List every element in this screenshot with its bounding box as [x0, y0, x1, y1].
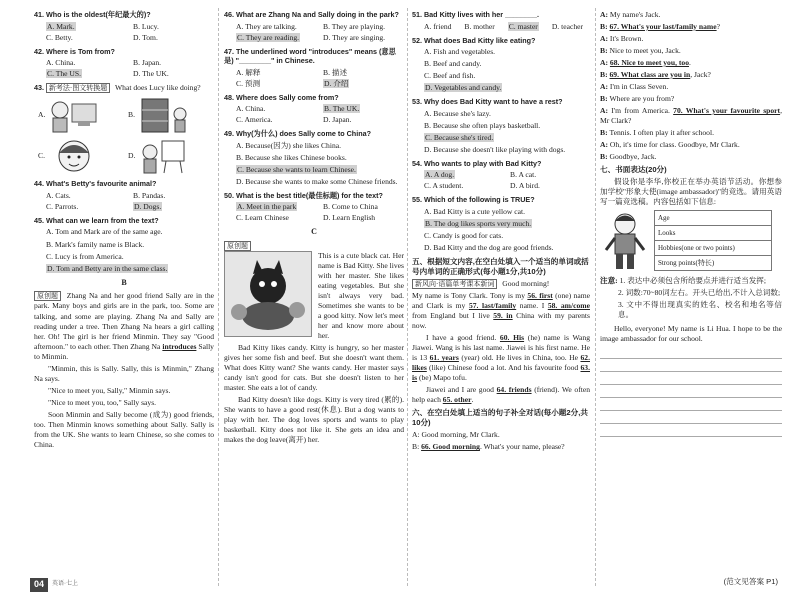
answer-option: B. Come to China: [323, 202, 378, 212]
answer-option: B. They are playing.: [323, 21, 386, 31]
column-2: [224, 10, 404, 447]
q43-label-c: C.: [38, 151, 45, 161]
q51-stem: 51. Bad Kitty lives with her ________.: [412, 10, 540, 19]
q43-picture-a: [38, 96, 124, 134]
answer-option: A. A dog.: [425, 170, 455, 180]
dialogue-line: [600, 34, 782, 44]
answer-line: [600, 346, 782, 359]
dialogue-text: My name's Jack.: [609, 10, 661, 19]
cloze-text: My name is Tony Clark. Tony is my: [412, 291, 528, 301]
answer-lines: [600, 346, 782, 437]
answer-option: B. Beef and candy.: [424, 59, 482, 69]
dialogue-line-b1: [412, 442, 590, 452]
dialogue-speaker: B:: [600, 128, 610, 138]
answer-option: D. Tom and Betty are in the same class.: [47, 263, 168, 273]
q53-options: [412, 109, 590, 155]
answer-option: D. They are singing.: [323, 32, 386, 42]
column-divider: [218, 8, 219, 586]
dialogue-speaker: A:: [600, 140, 610, 150]
passage-c-paragraph-1: [224, 241, 404, 342]
q55-options: [412, 207, 590, 253]
answer-option: C. Because she wants to learn Chinese.: [237, 164, 356, 174]
dialogue-line: [600, 106, 782, 126]
dialogue-speaker: B:: [600, 70, 610, 80]
answer-option: A. Meet in the park: [237, 202, 297, 212]
dialogue-answer: 69. What class are you in: [609, 70, 691, 80]
answer-option: D. Dogs.: [134, 201, 162, 211]
writing-prompt: 假设你是李华,你校正在举办英语节活动。你想参加学校"形象大使(image ambassador)"的竞选。请用英语写一篇竞选稿。内容包括如下信息:: [600, 177, 782, 207]
cloze-text: (he) name is Wang Jiawei. Wang is his last name. Jiawei is his first name. He is 13: [412, 333, 590, 363]
answer-option: B. Lucy.: [133, 21, 159, 31]
q55-stem: 55. Which of the following is TRUE?: [412, 195, 535, 205]
q42-stem: 42. Where is Tom from?: [34, 46, 115, 56]
answer-option: A. China.: [46, 58, 76, 68]
page-number: 04: [30, 578, 48, 592]
dialogue-text: Oh, it's time for class. Goodbye, Mr Clark.: [609, 140, 740, 150]
fill-answer: 57. last/family: [468, 301, 517, 311]
answer-option: D. A bird.: [510, 181, 540, 191]
cloze-intro: [412, 279, 590, 289]
answer-option: A. Fish and vegetables.: [424, 47, 496, 57]
fill-answer: 62. likes: [412, 353, 590, 373]
answer-option: A. They are talking.: [236, 21, 297, 31]
dialogue-line: [600, 128, 782, 138]
cloze-text: (like) Chinese food a lot. And his favourite food: [426, 363, 581, 373]
dialogue-line: [600, 94, 782, 104]
section-c-heading: C: [311, 227, 317, 237]
q43-label-b: B.: [128, 110, 135, 120]
answer-option: C. Because she's tired.: [425, 132, 494, 142]
dialogue-speaker: B:: [600, 46, 610, 56]
dialogue-text: . What's your name, please?: [479, 442, 565, 452]
column-divider: [407, 8, 408, 586]
q43-picture-b: [128, 96, 214, 134]
writing-starter: Hello, everyone! My name is Li Hua. I hope to be the image ambassador for our school.: [600, 324, 782, 344]
notes-heading: 注意:: [600, 276, 618, 286]
q41-stem: 41. Who is the oldest(年纪最大的)?: [34, 10, 151, 19]
fill-answer: 65. other: [442, 395, 472, 405]
answer-option: D. Japan.: [323, 115, 352, 125]
cloze-text: .: [471, 395, 474, 405]
column-4: [600, 10, 782, 437]
answer-option: B. Japan.: [133, 58, 162, 68]
dialogue-line: [600, 70, 782, 80]
q46-options: [224, 22, 404, 43]
dialogue-speaker: A:: [600, 106, 612, 116]
boy-student-illustration: [600, 210, 650, 272]
column-3: [412, 10, 590, 454]
answer-option: D. teacher: [551, 21, 584, 31]
answer-option: B. Mark's family name is Black.: [46, 239, 145, 249]
answer-option: B. Pandas.: [133, 190, 166, 200]
q43-label-d: D.: [128, 151, 136, 161]
q51-options: [412, 22, 590, 32]
answer-option: A. Tom and Mark are of the same age.: [46, 227, 163, 237]
q48-options: [224, 104, 404, 125]
passage-b-text-1-end: Sally to Minmin.: [34, 341, 214, 361]
answer-option: A. Because(因为) she likes China.: [236, 140, 342, 150]
q47-stem: 47. The underlined word "introduces" means (意思是) "________" in Chinese.: [224, 46, 396, 66]
dialogue-line: [600, 46, 782, 56]
passage-c-tag: 原创题: [224, 241, 251, 251]
dialogue-speaker: B:: [600, 22, 610, 32]
answer-option: D. Because she doesn't like playing with dogs.: [424, 144, 566, 154]
section-b-heading: B: [121, 277, 127, 287]
answer-option: B. The dog likes sports very much.: [425, 218, 532, 228]
fill-answer: 64. friends: [496, 385, 532, 395]
answer-option: A. China.: [236, 104, 266, 114]
note-1: 1. 表达中必须包含所给要点并进行适当发挥;: [619, 276, 767, 286]
q53-stem: 53. Why does Bad Kitty want to have a rest?: [412, 97, 563, 107]
cloze-text: Jiawei and I are good: [426, 385, 497, 395]
dialogue-text: , Jack?: [690, 70, 711, 80]
q43-picture-c: [38, 137, 124, 175]
cloze-text: (one) name and Clark is my: [412, 291, 590, 311]
dialogue-speaker: A:: [600, 82, 610, 92]
answer-line: [600, 398, 782, 411]
section-5-tag: 新风向·语篇单考课本新词: [412, 279, 497, 289]
fill-answer: 56. first: [527, 291, 553, 301]
q47-options: [224, 68, 404, 89]
dialogue-text: Where are you from?: [609, 94, 675, 104]
answer-option: B. The UK.: [324, 104, 360, 114]
passage-c-paragraph-2: Bad Kitty likes candy. Kitty is hungry, so her master gives her some fish and beef. But she doesn't want them. What does Kitty want? She wants candy. Her master says candy isn't good for cats. But she doesn't listen to her master. She eats a lot of candy.: [224, 343, 404, 393]
underlined-word-introduces: introduces: [162, 341, 197, 351]
dialogue-answer: 70. What's your favourite sport: [673, 106, 781, 116]
dialogue-text: It's Brown.: [609, 34, 644, 44]
bad-kitty-cover-illustration: [224, 251, 312, 337]
passage-b-paragraph-3: "Nice to meet you, Sally," Minmin says.: [48, 385, 171, 395]
answer-option: C. Candy is good for cats.: [424, 230, 504, 240]
q50-stem: 50. What is the best title(最佳标题) for the text?: [224, 190, 383, 200]
cloze-text: I have a good friend.: [426, 333, 500, 343]
answer-option: C. They are reading.: [237, 32, 300, 42]
column-1: [34, 10, 214, 452]
passage-b-paragraph-1: [34, 291, 214, 361]
answer-option: D. Because she wants to make some Chinese friends.: [236, 176, 398, 186]
dialogue-continued: [600, 10, 782, 162]
dialogue-text: Tennis. I often play it after school.: [609, 128, 714, 138]
answer-option: A. Mark.: [47, 21, 75, 31]
answer-line: [600, 372, 782, 385]
footer-subtitle: 英语·七上: [52, 581, 79, 588]
dialogue-speaker: A:: [600, 34, 610, 44]
q45-options: [34, 227, 214, 273]
answer-option: D. Vegetables and candy.: [425, 83, 502, 93]
q43-tag: 新考法·图文转换题: [46, 83, 110, 93]
fill-answer: 63. is: [412, 363, 590, 383]
q44-stem: 44. What's Betty's favourite animal?: [34, 179, 157, 189]
q43-number: 43.: [34, 83, 44, 93]
dialogue-text: I'm from America.: [611, 106, 674, 116]
answer-option: C. Betty.: [46, 32, 73, 42]
dialogue-text: Nice to meet you, Jack.: [609, 46, 681, 56]
q45-stem: 45. What can we learn from the text?: [34, 215, 159, 225]
answer-option: B. Because she often plays basketball.: [424, 120, 541, 130]
answer-option: A. Because she's lazy.: [424, 108, 491, 118]
dialogue-answer: 67. What's your last/family name: [609, 22, 717, 32]
section-7-heading: 七、书面表达(20分): [600, 165, 667, 175]
cloze-paragraph-2: [412, 333, 590, 383]
cloze-paragraph-1: [412, 291, 590, 331]
answer-option: B. mother: [464, 21, 495, 31]
q43-picture-d: [128, 137, 214, 175]
answer-option: B. A cat.: [510, 170, 537, 180]
table-row-looks: Looks: [655, 226, 772, 241]
table-row-strong-points: Strong points(特长): [655, 256, 772, 271]
answer-option: A. friend: [424, 21, 452, 31]
answer-line: [600, 359, 782, 372]
dialogue-speaker: B:: [600, 152, 610, 162]
passage-b-paragraph-2: "Minmin, this is Sally. Sally, this is Minmin," Zhang Na says.: [34, 363, 214, 383]
cloze-text: (friend). We often help each: [412, 385, 591, 405]
passage-b-text-1: Zhang Na and her good friend Sally are in the park. Many boys and girls are in the park, too. Some are talking, and some are playing. Zhang Na and Sally are reading under a tree. Then Zhang Na hears a girl calling her. Oh! The girl is her friend Minmin. They say "Good afternoon." to each other. Then Zhang Na: [34, 291, 214, 351]
column-divider: [595, 8, 596, 586]
answer-option: D. Tom.: [133, 32, 158, 42]
passage-b-paragraph-5: Soon Minmin and Sally become (成为) good friends, too. Then Minmin knows something about Sally. Sally is from the UK. She wants to learn Chinese, so she comes to China.: [34, 409, 214, 449]
answer-option: D. Bad Kitty and the dog are good friends.: [424, 242, 554, 252]
table-row-age: Age: [655, 211, 772, 226]
answer-option: A. Bad Kitty is a cute yellow cat.: [424, 206, 526, 216]
q41-options: [34, 22, 214, 43]
dialogue-speaker: A:: [600, 58, 610, 68]
answer-line: [600, 424, 782, 437]
info-table: [654, 210, 772, 271]
answer-line: [600, 385, 782, 398]
dialogue-line: [600, 10, 782, 20]
dialogue-line: [600, 152, 782, 162]
dialogue-text: .: [689, 58, 691, 68]
cloze-text: China with my parents now.: [412, 311, 590, 331]
answer-option: D. 介绍: [324, 78, 349, 88]
passage-b-tag: 原创题: [34, 291, 61, 301]
cloze-text: (be) Mapo tofu.: [417, 373, 467, 383]
dialogue-text: ?: [716, 22, 720, 32]
passage-c-paragraph-3: Bad Kitty doesn't like dogs. Kitty is very tired (累的). She wants to have a good rest(休息). But a dog wants to play with her. The dog loves sports and wants to play basketball. Kitty does not like it. She gets an idea and makes the dog leave(离开) her.: [224, 395, 404, 445]
answer-option: A. Cats.: [46, 190, 71, 200]
writing-info-block: [600, 210, 782, 272]
fill-answer: 59. in: [493, 311, 513, 321]
dialogue-speaker: A:: [600, 10, 610, 19]
cloze-text: from England but I live: [412, 311, 494, 321]
answer-option: D. Learn English: [323, 213, 376, 223]
dialogue-line: [600, 22, 782, 32]
cloze-text: name. I: [516, 301, 548, 311]
q43-label-a: A.: [38, 110, 46, 120]
dialogue-speaker: B:: [412, 442, 422, 452]
answer-option: C. 预测: [236, 78, 261, 88]
table-row-hobbies: Hobbies(one or two points): [655, 241, 772, 256]
q43-stem: What does Lucy like doing?: [115, 83, 201, 93]
note-2: 2. 词数:70~80词左右。开头已给出,不计入总词数;: [618, 288, 781, 298]
q52-options: [412, 47, 590, 93]
q42-options: [34, 58, 214, 79]
dialogue-text: , Mr Clark?: [600, 106, 782, 126]
q43-pictures: [34, 96, 214, 175]
dialogue-line: [600, 82, 782, 92]
bookshelf-illustration: [138, 96, 190, 134]
q49-options: [224, 141, 404, 187]
answer-reference: (范文见答案 P1): [723, 576, 778, 586]
cloze-text: (year) old. He lives in China, too. He: [458, 353, 581, 363]
dialogue-speaker: B:: [600, 94, 610, 104]
q48-stem: 48. Where does Sally come from?: [224, 92, 339, 102]
section-6-heading: 六、在空白处填上适当的句子补全对话(每小题2分,共10分): [412, 408, 588, 428]
dialogue-line: [600, 58, 782, 68]
girl-painting-illustration: [138, 137, 190, 175]
section-5-heading: 五、根据短文内容,在空白处填入一个适当的单词或括号内单词的正确形式(每小题1分,共10分): [412, 256, 589, 276]
q49-stem: 49. Why(为什么) does Sally come to China?: [224, 129, 371, 139]
cloze-greeting: Good morning!: [502, 278, 550, 288]
boy-with-computer-illustration: [48, 96, 100, 134]
answer-66: 66. Good morning: [421, 442, 480, 452]
answer-option: C. master: [508, 21, 538, 31]
answer-option: C. A student.: [424, 181, 464, 191]
dialogue-text: Goodbye, Jack.: [609, 152, 657, 162]
q46-stem: 46. What are Zhang Na and Sally doing in the park?: [224, 10, 399, 19]
girl-face-illustration: [48, 137, 100, 175]
cloze-paragraph-3: [412, 385, 590, 405]
writing-notes: [600, 276, 782, 286]
passage-b-paragraph-4: "Nice to meet you, too," Sally says.: [48, 397, 157, 407]
answer-line: [600, 411, 782, 424]
fill-answer: 60. His: [499, 333, 525, 343]
answer-option: B. 描述: [323, 67, 348, 77]
answer-option: C. Lucy is from America.: [46, 251, 124, 261]
page-footer: [30, 578, 78, 592]
q54-options: [412, 170, 590, 191]
q54-stem: 54. Who wants to play with Bad Kitty?: [412, 158, 542, 168]
q50-options: [224, 202, 404, 223]
dialogue-line: [600, 140, 782, 150]
passage-c-text-1: This is a cute black cat. Her name is Bad Kitty. She lives with her master. She likes eating vegetables. But she isn't always very bad. Sometimes she wants to be a good kitty. Now let's meet her and know more about her.: [318, 251, 404, 341]
answer-option: C. Learn Chinese: [236, 213, 289, 223]
answer-option: C. Parrots.: [46, 201, 79, 211]
answer-option: C. Beef and fish.: [424, 71, 476, 81]
fill-answer: 58. am/come: [547, 301, 590, 311]
answer-option: D. The UK.: [133, 69, 169, 79]
answer-option: C. America.: [236, 115, 273, 125]
dialogue-text: I'm in Class Seven.: [609, 82, 669, 92]
fill-answer: 61. years: [429, 353, 459, 363]
answer-option: C. The US.: [47, 69, 82, 79]
q52-stem: 52. What does Bad Kitty like eating?: [412, 35, 536, 45]
q44-options: [34, 191, 214, 212]
answer-option: B. Because she likes Chinese books.: [236, 152, 347, 162]
dialogue-answer: 68. Nice to meet you, too: [609, 58, 689, 68]
dialogue-line-a1: A: Good morning, Mr Clark.: [412, 430, 500, 440]
answer-option: A. 解释: [236, 67, 261, 77]
note-3: 3. 文中不得出现真实的姓名、校名和地名等信息。: [618, 300, 782, 320]
